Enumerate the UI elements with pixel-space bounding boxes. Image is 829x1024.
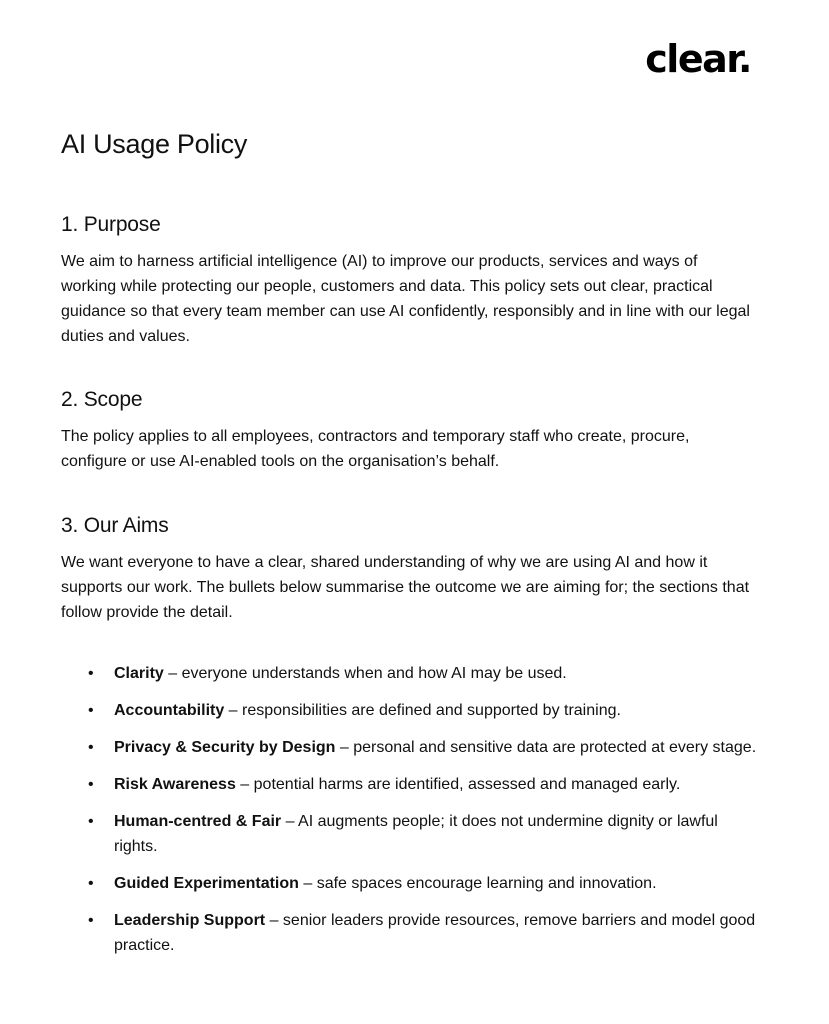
bullet-term: Human-centred & Fair (114, 813, 282, 830)
bullet-icon: • (88, 912, 94, 929)
bullet-description: – senior leaders provide resources, remove barriers and model good practice. (114, 912, 756, 954)
bullet-term: Clarity (114, 665, 164, 682)
brand-logo: clear. (645, 37, 751, 81)
list-item (61, 661, 761, 686)
bullet-term: Leadership Support (114, 912, 266, 929)
list-item (61, 908, 761, 958)
list-item (61, 735, 761, 760)
section-body-aims: We want everyone to have a clear, shared understanding of why we are using AI and how it supports our work. The bullets below summarise the outcome we are aiming for; the sections that follow provide the detail. (61, 554, 750, 621)
bullet-description: – AI augments people; it does not undermine dignity or lawful rights. (114, 813, 718, 855)
bullet-description: – potential harms are identified, assessed and managed early. (235, 776, 681, 793)
section-heading-scope: 2. Scope (61, 388, 143, 411)
section-body-purpose: We aim to harness artificial intelligence (AI) to improve our products, services and ways of working while protecting our people, customers and data. This policy sets out clear, practical guidance so that every team member can use AI confidently, responsibly and in line with our legal duties and values. (61, 253, 750, 345)
bullet-term: Guided Experimentation (114, 875, 299, 892)
bullet-icon: • (88, 776, 94, 793)
list-item (61, 698, 761, 723)
bullet-icon: • (88, 702, 94, 719)
document-title: AI Usage Policy (61, 129, 248, 159)
bullet-description: – everyone understands when and how AI may be used. (163, 665, 567, 682)
section-heading-purpose: 1. Purpose (61, 213, 161, 236)
bullet-description: – responsibilities are defined and supported by training. (224, 702, 621, 719)
bullet-icon: • (88, 665, 94, 682)
bullet-term: Privacy & Security by Design (114, 739, 336, 756)
section-heading-aims: 3. Our Aims (61, 514, 169, 537)
section-body-scope: The policy applies to all employees, contractors and temporary staff who create, procure, configure or use AI-enabled tools on the organisation’s behalf. (61, 428, 690, 470)
bullet-icon: • (88, 739, 94, 756)
list-item (61, 809, 761, 859)
aims-bullet-list (61, 661, 761, 970)
bullet-icon: • (88, 875, 94, 892)
list-item (61, 871, 761, 896)
bullet-icon: • (88, 813, 94, 830)
list-item (61, 772, 761, 797)
bullet-term: Risk Awareness (114, 776, 236, 793)
bullet-description: – personal and sensitive data are protected at every stage. (335, 739, 757, 756)
bullet-term: Accountability (114, 702, 225, 719)
bullet-description: – safe spaces encourage learning and innovation. (298, 875, 657, 892)
